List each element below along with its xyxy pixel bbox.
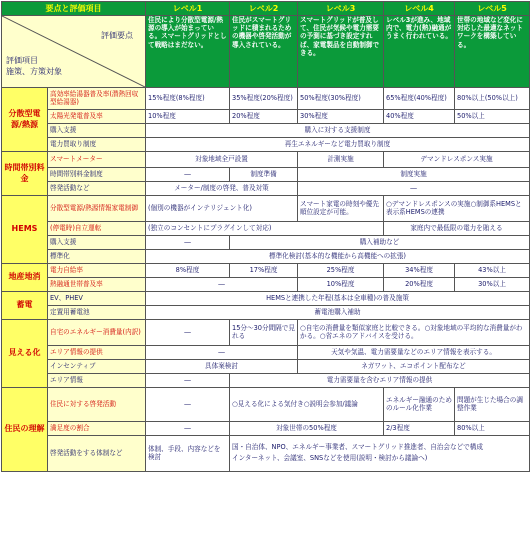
cell-area-info-l1: ― [146, 374, 230, 388]
row-label-satisfaction: 満足度の割合 [48, 422, 146, 436]
cell-area-info-l2-5: 電力需要量を含むエリア情報の提供 [230, 374, 530, 388]
cell-energy-consumption-l1: ― [146, 320, 230, 346]
cell-tou-l2: 制度準備 [230, 168, 298, 182]
corner-bottom-label-2: 施策、方策対象 [6, 66, 62, 76]
row-label-power-buyback: 電力買取り制度 [48, 138, 146, 152]
header-level-3: レベル3 [298, 2, 384, 16]
cell-awareness-structure-l2-5 [230, 436, 530, 472]
header-title: 要点と評価項目 [2, 2, 146, 16]
cell-resident-awareness-l4: エネルギー融通のためのルール化作業 [384, 388, 455, 422]
section-storage: 蓄電 [2, 292, 48, 320]
cell-resident-awareness-l2-3: ○見える化による気付き○説明会参加/議論 [230, 388, 384, 422]
row-label-energy-consumption: 自宅のエネルギー消費量(内訳) [48, 320, 146, 346]
row-label-standardization: 標準化 [48, 250, 146, 264]
cell-standalone-l1-3: (独立のコンセントにプラグインして対応) [146, 222, 384, 236]
cell-water-heater-l2: 35%程度(20%程度) [230, 88, 298, 110]
cell-heat-sharing-l3: 10%程度 [298, 278, 384, 292]
cell-water-heater-l1: 15%程度(8%程度) [146, 88, 230, 110]
cell-satisfaction-l5: 80%以上 [455, 422, 530, 436]
level-4-description: レベル3が進み、地域内で、電力(熱)融通がうまく行われている。 [384, 16, 455, 88]
evaluation-table [1, 1, 530, 472]
header-level-1: レベル1 [146, 2, 230, 16]
section-distributed-power: 分散型電源/熱源 [2, 88, 48, 152]
structure-members-text: 国・自治体、NPO、エネルギー事業者、スマートグリッド推進者、自治会などで構成 [232, 443, 483, 452]
row-label-purchase-support: 購入支援 [48, 124, 146, 138]
corner-top-label: 評価要点 [101, 31, 133, 41]
cell-area-info-provision-l3-5: 天気や気温、電力需要量などのエリア情報を表示する。 [298, 346, 530, 360]
cell-self-sufficiency-l5: 43%以上 [455, 264, 530, 278]
cell-resident-awareness-l5: 問題が生じた場合の調整作業 [455, 388, 530, 422]
row-label-heat-sharing: 熱融通世帯普及率 [48, 278, 146, 292]
level-2-description: 住民がスマートグリッドに積まれるための機器や啓発活動が導入されている。 [230, 16, 298, 88]
row-label-area-info: エリア情報 [48, 374, 146, 388]
cell-energy-consumption-l3-5: ○自宅の消費量を類似家庭と比較できる。○対象地域の平均的な消費量がわかる。○省エネのアドバイスを受ける。 [298, 320, 530, 346]
cell-water-heater-l4: 65%程度(40%程度) [384, 88, 455, 110]
cell-heat-sharing-l5: 30%以上 [455, 278, 530, 292]
cell-awareness-l3-5: ― [298, 182, 530, 196]
cell-standardization: 標準化検討(基本的な機能から高機能への拡張) [146, 250, 530, 264]
cell-water-heater-l3: 50%程度(30%程度) [298, 88, 384, 110]
cell-incentive-l3-5: ネガワット、エコポイント配布など [298, 360, 530, 374]
cell-solar-l1: 10%程度 [146, 110, 230, 124]
cell-satisfaction-l2-3: 対象世帯の50%程度 [230, 422, 384, 436]
cell-power-buyback: 再生エネルギーなど電力買取り制度 [146, 138, 530, 152]
cell-solar-l5: 50%以上 [455, 110, 530, 124]
cell-ev: HEMSと連携した年程(基本は全車種)の普及施策 [146, 292, 530, 306]
row-label-appliance-control: 分散型電源/熱源情報家電制御 [48, 196, 146, 222]
cell-self-sufficiency-l1: 8%程度 [146, 264, 230, 278]
cell-smart-meter-l1-2: 対象地域全戸設置 [146, 152, 298, 168]
row-label-standalone: (停電時)自立運転 [48, 222, 146, 236]
row-label-solar: 太陽光発電普及率 [48, 110, 146, 124]
cell-battery: 蓄電池購入補助 [146, 306, 530, 320]
cell-hems-purchase-l2-5: 購入補助など [230, 236, 530, 250]
cell-satisfaction-l1: ― [146, 422, 230, 436]
level-3-description: スマートグリッドが普及して、住民が気候や電力需要の予測に基づき設定すれば、家電製品を自動制御できる。 [298, 16, 384, 88]
cell-tou-l1: ― [146, 168, 230, 182]
section-time-pricing: 時間帯別料金 [2, 152, 48, 196]
cell-appliance-control-l1-2: (個別の機器がインテリジェント化) [146, 196, 298, 222]
cell-self-sufficiency-l2: 17%程度 [230, 264, 298, 278]
level-1-description: 住民により分散型電源/熱源の導入が始まっている。スマートグリッドとして戦略はまだない。 [146, 16, 230, 88]
section-visualization: 見える化 [2, 320, 48, 388]
cell-self-sufficiency-l3: 25%程度 [298, 264, 384, 278]
cell-area-info-provision-l1-2: ― [146, 346, 298, 360]
header-level-5: レベル5 [455, 2, 530, 16]
cell-smart-meter-l3: 計測実施 [298, 152, 384, 168]
row-label-self-sufficiency: 電力自給率 [48, 264, 146, 278]
cell-solar-l3: 30%程度 [298, 110, 384, 124]
row-label-resident-awareness: 住民に対する啓発活動 [48, 388, 146, 422]
cell-purchase-support: 購入に対する支援制度 [146, 124, 530, 138]
cell-awareness-l1-2: メーター/制度の啓発、普及対策 [146, 182, 298, 196]
level-5-description: 世帯の地域など変化に対応した最適なネットワークを構築している。 [455, 16, 530, 88]
row-label-smart-meter: スマートメーター [48, 152, 146, 168]
cell-appliance-control-l4-5: ○デマンドレスポンスの実施○制御系HEMSと表示系HEMSの連携 [384, 196, 530, 222]
row-label-hems-purchase: 購入支援 [48, 236, 146, 250]
section-hems: HEMS [2, 196, 48, 264]
cell-hems-purchase-l1: ― [146, 236, 230, 250]
section-resident-understanding: 住民の理解 [2, 388, 48, 472]
structure-channels-text: インターネット、会議室、SNSなどを使用(説明・検討から議論へ) [232, 454, 428, 462]
cell-energy-consumption-l2: 15分～30分間隔で見れる [230, 320, 298, 346]
cell-tou-l3-5: 制度実施 [298, 168, 530, 182]
cell-solar-l2: 20%程度 [230, 110, 298, 124]
header-corner [2, 16, 146, 88]
row-label-awareness: 啓発活動など [48, 182, 146, 196]
cell-solar-l4: 40%程度 [384, 110, 455, 124]
cell-self-sufficiency-l4: 34%程度 [384, 264, 455, 278]
row-label-battery: 定置用蓄電池 [48, 306, 146, 320]
section-local-production: 地産地消 [2, 264, 48, 292]
row-label-ev: EV、PHEV [48, 292, 146, 306]
cell-standalone-l4-5: 家庭内で最低限の電力を賄える [384, 222, 530, 236]
header-level-4: レベル4 [384, 2, 455, 16]
row-label-tou-system: 時間帯別料金制度 [48, 168, 146, 182]
evaluation-table-page [1, 1, 529, 543]
row-label-area-info-provision: エリア情報の提供 [48, 346, 146, 360]
row-label-awareness-structure: 啓発活動をする体制など [48, 436, 146, 472]
header-level-2: レベル2 [230, 2, 298, 16]
cell-resident-awareness-l1: ― [146, 388, 230, 422]
cell-appliance-control-l3: スマート家電の時刻や優先順位設定が可能。 [298, 196, 384, 222]
row-label-incentive: インセンティブ [48, 360, 146, 374]
cell-water-heater-l5: 80%以上(50%以上) [455, 88, 530, 110]
cell-incentive-l1-2: 具体案検討 [146, 360, 298, 374]
cell-smart-meter-l4-5: デマンドレスポンス実施 [384, 152, 530, 168]
row-label-water-heater: 高効率給湯器普及率(潜熱回収型給湯器) [48, 88, 146, 110]
corner-bottom-label-1: 評価項目 [6, 56, 38, 66]
cell-awareness-structure-l1: 体制、手段、内容などを検討 [146, 436, 230, 472]
cell-heat-sharing-l4: 20%程度 [384, 278, 455, 292]
cell-satisfaction-l4: 2/3程度 [384, 422, 455, 436]
cell-heat-sharing-l1-2: ― [146, 278, 298, 292]
